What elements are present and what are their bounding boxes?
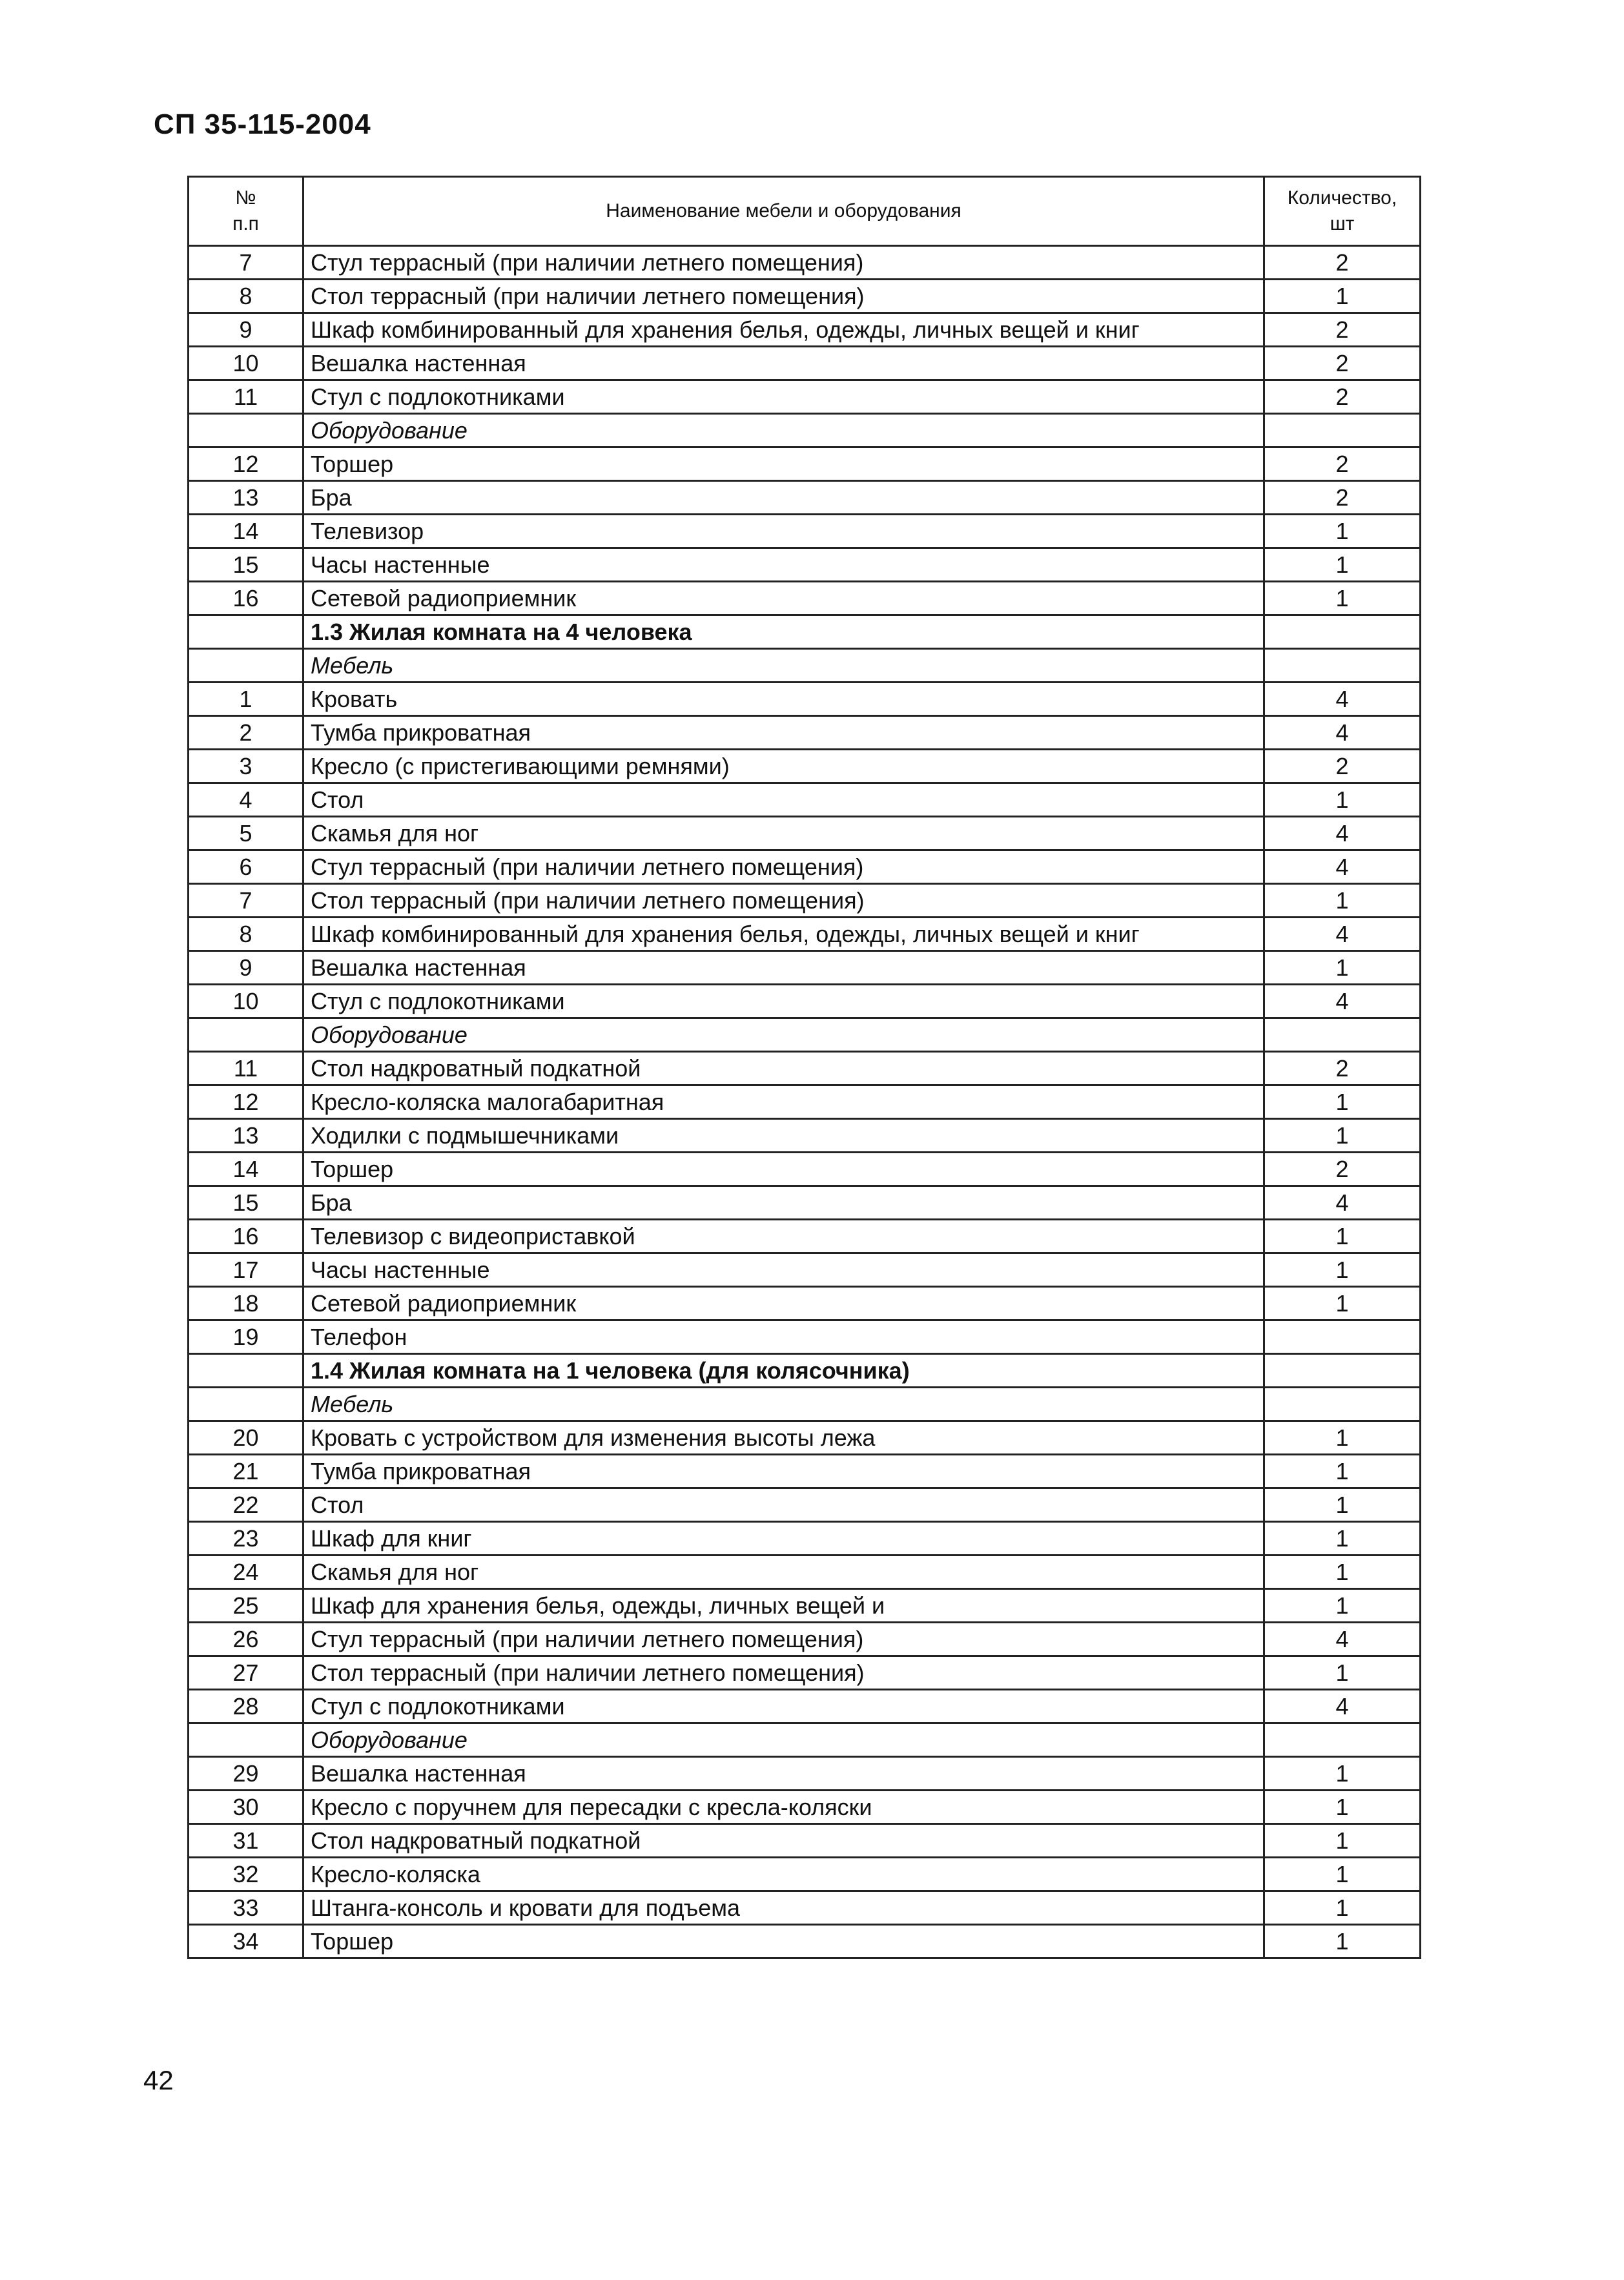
row-name: Тумба прикроватная bbox=[303, 1455, 1264, 1488]
equipment-table bbox=[187, 176, 1421, 1959]
row-quantity: 1 bbox=[1264, 1791, 1421, 1824]
row-quantity: 2 bbox=[1264, 380, 1421, 414]
row-quantity: 1 bbox=[1264, 1085, 1421, 1119]
table-row bbox=[189, 683, 1421, 716]
row-number: 22 bbox=[189, 1488, 303, 1522]
row-quantity: 2 bbox=[1264, 1052, 1421, 1085]
row-quantity bbox=[1264, 1018, 1421, 1052]
row-quantity bbox=[1264, 649, 1421, 683]
row-quantity: 1 bbox=[1264, 783, 1421, 817]
row-quantity bbox=[1264, 1320, 1421, 1354]
row-quantity: 4 bbox=[1264, 918, 1421, 951]
row-quantity bbox=[1264, 1354, 1421, 1388]
row-number: 25 bbox=[189, 1589, 303, 1623]
header-row bbox=[189, 177, 1421, 246]
row-quantity: 4 bbox=[1264, 985, 1421, 1018]
table-row bbox=[189, 783, 1421, 817]
row-name: Кресло (с пристегивающими ремнями) bbox=[303, 750, 1264, 783]
row-number: 11 bbox=[189, 380, 303, 414]
row-quantity: 1 bbox=[1264, 1891, 1421, 1925]
row-number bbox=[189, 1018, 303, 1052]
table-row bbox=[189, 1690, 1421, 1723]
row-name: Телевизор с видеоприставкой bbox=[303, 1220, 1264, 1253]
row-name: Кресло с поручнем для пересадки с кресла-коляски bbox=[303, 1791, 1264, 1824]
row-number: 7 bbox=[189, 246, 303, 280]
table-row bbox=[189, 750, 1421, 783]
row-quantity: 4 bbox=[1264, 850, 1421, 884]
row-number: 30 bbox=[189, 1791, 303, 1824]
table-row bbox=[189, 1824, 1421, 1858]
table-row bbox=[189, 582, 1421, 615]
subheading-row bbox=[189, 1018, 1421, 1052]
row-quantity: 1 bbox=[1264, 280, 1421, 313]
subheading-row bbox=[189, 414, 1421, 447]
row-number bbox=[189, 649, 303, 683]
row-number: 27 bbox=[189, 1656, 303, 1690]
table-row bbox=[189, 1253, 1421, 1287]
row-number: 9 bbox=[189, 313, 303, 347]
row-name: Шкаф для книг bbox=[303, 1522, 1264, 1556]
row-name: Ходилки с подмышечниками bbox=[303, 1119, 1264, 1153]
table-row bbox=[189, 1757, 1421, 1791]
row-number: 11 bbox=[189, 1052, 303, 1085]
row-number: 15 bbox=[189, 548, 303, 582]
row-number: 28 bbox=[189, 1690, 303, 1723]
table-row bbox=[189, 515, 1421, 548]
row-name: Часы настенные bbox=[303, 1253, 1264, 1287]
row-number: 20 bbox=[189, 1421, 303, 1455]
row-quantity: 4 bbox=[1264, 1186, 1421, 1220]
section-heading-row bbox=[189, 1354, 1421, 1388]
row-number: 12 bbox=[189, 447, 303, 481]
row-quantity: 1 bbox=[1264, 1220, 1421, 1253]
row-name: Стул с подлокотниками bbox=[303, 985, 1264, 1018]
row-number: 1 bbox=[189, 683, 303, 716]
row-number: 33 bbox=[189, 1891, 303, 1925]
row-quantity bbox=[1264, 1388, 1421, 1421]
row-quantity: 1 bbox=[1264, 1455, 1421, 1488]
row-number: 18 bbox=[189, 1287, 303, 1320]
table-row bbox=[189, 817, 1421, 850]
row-number: 19 bbox=[189, 1320, 303, 1354]
table-row bbox=[189, 918, 1421, 951]
row-quantity: 1 bbox=[1264, 1824, 1421, 1858]
row-quantity bbox=[1264, 1723, 1421, 1757]
table-row bbox=[189, 1153, 1421, 1186]
row-quantity: 1 bbox=[1264, 582, 1421, 615]
table-row bbox=[189, 548, 1421, 582]
row-name: Торшер bbox=[303, 447, 1264, 481]
row-number: 4 bbox=[189, 783, 303, 817]
row-quantity: 1 bbox=[1264, 1421, 1421, 1455]
row-name: Торшер bbox=[303, 1153, 1264, 1186]
section-heading-row bbox=[189, 615, 1421, 649]
table-row bbox=[189, 1858, 1421, 1891]
row-number: 34 bbox=[189, 1925, 303, 1958]
row-name: Стул террасный (при наличии летнего помещения) bbox=[303, 246, 1264, 280]
row-name: Вешалка настенная bbox=[303, 1757, 1264, 1791]
row-number: 14 bbox=[189, 515, 303, 548]
table-row bbox=[189, 1556, 1421, 1589]
row-name: Стул с подлокотниками bbox=[303, 1690, 1264, 1723]
row-quantity: 1 bbox=[1264, 884, 1421, 918]
row-number: 17 bbox=[189, 1253, 303, 1287]
row-number bbox=[189, 414, 303, 447]
row-quantity: 1 bbox=[1264, 515, 1421, 548]
table-row bbox=[189, 1421, 1421, 1455]
row-quantity: 1 bbox=[1264, 1556, 1421, 1589]
row-number: 13 bbox=[189, 1119, 303, 1153]
row-name: Кресло-коляска малогабаритная bbox=[303, 1085, 1264, 1119]
table-row bbox=[189, 1085, 1421, 1119]
row-name: Стол надкроватный подкатной bbox=[303, 1052, 1264, 1085]
row-quantity: 4 bbox=[1264, 716, 1421, 750]
row-quantity bbox=[1264, 615, 1421, 649]
row-number: 16 bbox=[189, 1220, 303, 1253]
row-number: 8 bbox=[189, 918, 303, 951]
row-name: Сетевой радиоприемник bbox=[303, 582, 1264, 615]
row-name: Оборудование bbox=[303, 1018, 1264, 1052]
row-number: 7 bbox=[189, 884, 303, 918]
row-name: Штанга-консоль и кровати для подъема bbox=[303, 1891, 1264, 1925]
row-number bbox=[189, 1723, 303, 1757]
row-quantity: 2 bbox=[1264, 481, 1421, 515]
table-row bbox=[189, 1589, 1421, 1623]
table-row bbox=[189, 313, 1421, 347]
table-row bbox=[189, 481, 1421, 515]
row-number: 10 bbox=[189, 347, 303, 380]
row-quantity: 1 bbox=[1264, 1253, 1421, 1287]
row-name: Скамья для ног bbox=[303, 1556, 1264, 1589]
row-name: 1.3 Жилая комната на 4 человека bbox=[303, 615, 1264, 649]
table-row bbox=[189, 1455, 1421, 1488]
table-row bbox=[189, 380, 1421, 414]
subheading-row bbox=[189, 649, 1421, 683]
row-name: Шкаф для хранения белья, одежды, личных вещей и bbox=[303, 1589, 1264, 1623]
row-name: Тумба прикроватная bbox=[303, 716, 1264, 750]
row-quantity: 1 bbox=[1264, 1656, 1421, 1690]
row-quantity: 1 bbox=[1264, 1522, 1421, 1556]
table-row bbox=[189, 1522, 1421, 1556]
row-name: Стул с подлокотниками bbox=[303, 380, 1264, 414]
row-number: 6 bbox=[189, 850, 303, 884]
row-number: 10 bbox=[189, 985, 303, 1018]
row-number: 12 bbox=[189, 1085, 303, 1119]
row-number: 29 bbox=[189, 1757, 303, 1791]
row-name: Скамья для ног bbox=[303, 817, 1264, 850]
row-number: 15 bbox=[189, 1186, 303, 1220]
row-number: 9 bbox=[189, 951, 303, 985]
table-row bbox=[189, 1656, 1421, 1690]
table-row bbox=[189, 850, 1421, 884]
row-name: Мебель bbox=[303, 1388, 1264, 1421]
row-quantity: 4 bbox=[1264, 817, 1421, 850]
table-row bbox=[189, 1891, 1421, 1925]
row-number: 31 bbox=[189, 1824, 303, 1858]
row-number bbox=[189, 1388, 303, 1421]
table-row bbox=[189, 1791, 1421, 1824]
row-number: 3 bbox=[189, 750, 303, 783]
row-name: 1.4 Жилая комната на 1 человека (для колясочника) bbox=[303, 1354, 1264, 1388]
row-name: Бра bbox=[303, 1186, 1264, 1220]
row-name: Стол bbox=[303, 783, 1264, 817]
table-row bbox=[189, 1488, 1421, 1522]
header-num: № п.п bbox=[189, 177, 303, 246]
row-quantity: 2 bbox=[1264, 750, 1421, 783]
row-number: 16 bbox=[189, 582, 303, 615]
table-row bbox=[189, 1186, 1421, 1220]
header-name: Наименование мебели и оборудования bbox=[303, 177, 1264, 246]
row-name: Оборудование bbox=[303, 414, 1264, 447]
row-quantity: 4 bbox=[1264, 683, 1421, 716]
row-name: Торшер bbox=[303, 1925, 1264, 1958]
row-number: 32 bbox=[189, 1858, 303, 1891]
table-row bbox=[189, 246, 1421, 280]
row-name: Стол террасный (при наличии летнего помещения) bbox=[303, 884, 1264, 918]
row-quantity: 2 bbox=[1264, 1153, 1421, 1186]
document-code: СП 35-115-2004 bbox=[154, 108, 371, 140]
row-name: Стол bbox=[303, 1488, 1264, 1522]
row-number bbox=[189, 615, 303, 649]
row-name: Кресло-коляска bbox=[303, 1858, 1264, 1891]
row-name: Кровать с устройством для изменения высоты лежа bbox=[303, 1421, 1264, 1455]
row-quantity: 2 bbox=[1264, 313, 1421, 347]
header-qty: Количество, шт bbox=[1264, 177, 1421, 246]
subheading-row bbox=[189, 1388, 1421, 1421]
table-body bbox=[189, 246, 1421, 1958]
row-name: Стол террасный (при наличии летнего помещения) bbox=[303, 280, 1264, 313]
row-name: Стол террасный (при наличии летнего помещения) bbox=[303, 1656, 1264, 1690]
row-quantity: 1 bbox=[1264, 1925, 1421, 1958]
row-quantity: 1 bbox=[1264, 1119, 1421, 1153]
table-row bbox=[189, 716, 1421, 750]
row-quantity: 1 bbox=[1264, 1287, 1421, 1320]
row-quantity: 1 bbox=[1264, 1488, 1421, 1522]
row-name: Шкаф комбинированный для хранения белья, одежды, личных вещей и книг bbox=[303, 313, 1264, 347]
row-number: 23 bbox=[189, 1522, 303, 1556]
row-name: Кровать bbox=[303, 683, 1264, 716]
table-row bbox=[189, 447, 1421, 481]
row-quantity: 2 bbox=[1264, 447, 1421, 481]
table-row bbox=[189, 1052, 1421, 1085]
table-header bbox=[189, 177, 1421, 246]
row-name: Бра bbox=[303, 481, 1264, 515]
row-quantity: 2 bbox=[1264, 246, 1421, 280]
table-row bbox=[189, 1925, 1421, 1958]
row-name: Стол надкроватный подкатной bbox=[303, 1824, 1264, 1858]
row-name: Стул террасный (при наличии летнего помещения) bbox=[303, 850, 1264, 884]
row-number: 13 bbox=[189, 481, 303, 515]
row-name: Вешалка настенная bbox=[303, 347, 1264, 380]
row-number: 5 bbox=[189, 817, 303, 850]
row-number bbox=[189, 1354, 303, 1388]
row-number: 21 bbox=[189, 1455, 303, 1488]
subheading-row bbox=[189, 1723, 1421, 1757]
row-number: 26 bbox=[189, 1623, 303, 1656]
row-quantity: 1 bbox=[1264, 548, 1421, 582]
row-number: 8 bbox=[189, 280, 303, 313]
table-row bbox=[189, 347, 1421, 380]
table-row bbox=[189, 1119, 1421, 1153]
row-name: Стул террасный (при наличии летнего помещения) bbox=[303, 1623, 1264, 1656]
row-quantity: 1 bbox=[1264, 1757, 1421, 1791]
page-number: 42 bbox=[143, 2065, 174, 2095]
row-quantity: 4 bbox=[1264, 1623, 1421, 1656]
table-row bbox=[189, 1320, 1421, 1354]
table-row bbox=[189, 1287, 1421, 1320]
table-row bbox=[189, 951, 1421, 985]
row-quantity: 2 bbox=[1264, 347, 1421, 380]
row-name: Часы настенные bbox=[303, 548, 1264, 582]
row-name: Шкаф комбинированный для хранения белья, одежды, личных вещей и книг bbox=[303, 918, 1264, 951]
row-name: Мебель bbox=[303, 649, 1264, 683]
table-row bbox=[189, 280, 1421, 313]
row-name: Сетевой радиоприемник bbox=[303, 1287, 1264, 1320]
table-row bbox=[189, 1623, 1421, 1656]
row-name: Оборудование bbox=[303, 1723, 1264, 1757]
row-number: 2 bbox=[189, 716, 303, 750]
row-number: 24 bbox=[189, 1556, 303, 1589]
row-number: 14 bbox=[189, 1153, 303, 1186]
row-quantity: 1 bbox=[1264, 951, 1421, 985]
row-name: Телефон bbox=[303, 1320, 1264, 1354]
row-quantity: 1 bbox=[1264, 1589, 1421, 1623]
table-row bbox=[189, 884, 1421, 918]
row-quantity: 1 bbox=[1264, 1858, 1421, 1891]
table-row bbox=[189, 1220, 1421, 1253]
row-name: Вешалка настенная bbox=[303, 951, 1264, 985]
table-row bbox=[189, 985, 1421, 1018]
row-quantity: 4 bbox=[1264, 1690, 1421, 1723]
row-quantity bbox=[1264, 414, 1421, 447]
row-name: Телевизор bbox=[303, 515, 1264, 548]
